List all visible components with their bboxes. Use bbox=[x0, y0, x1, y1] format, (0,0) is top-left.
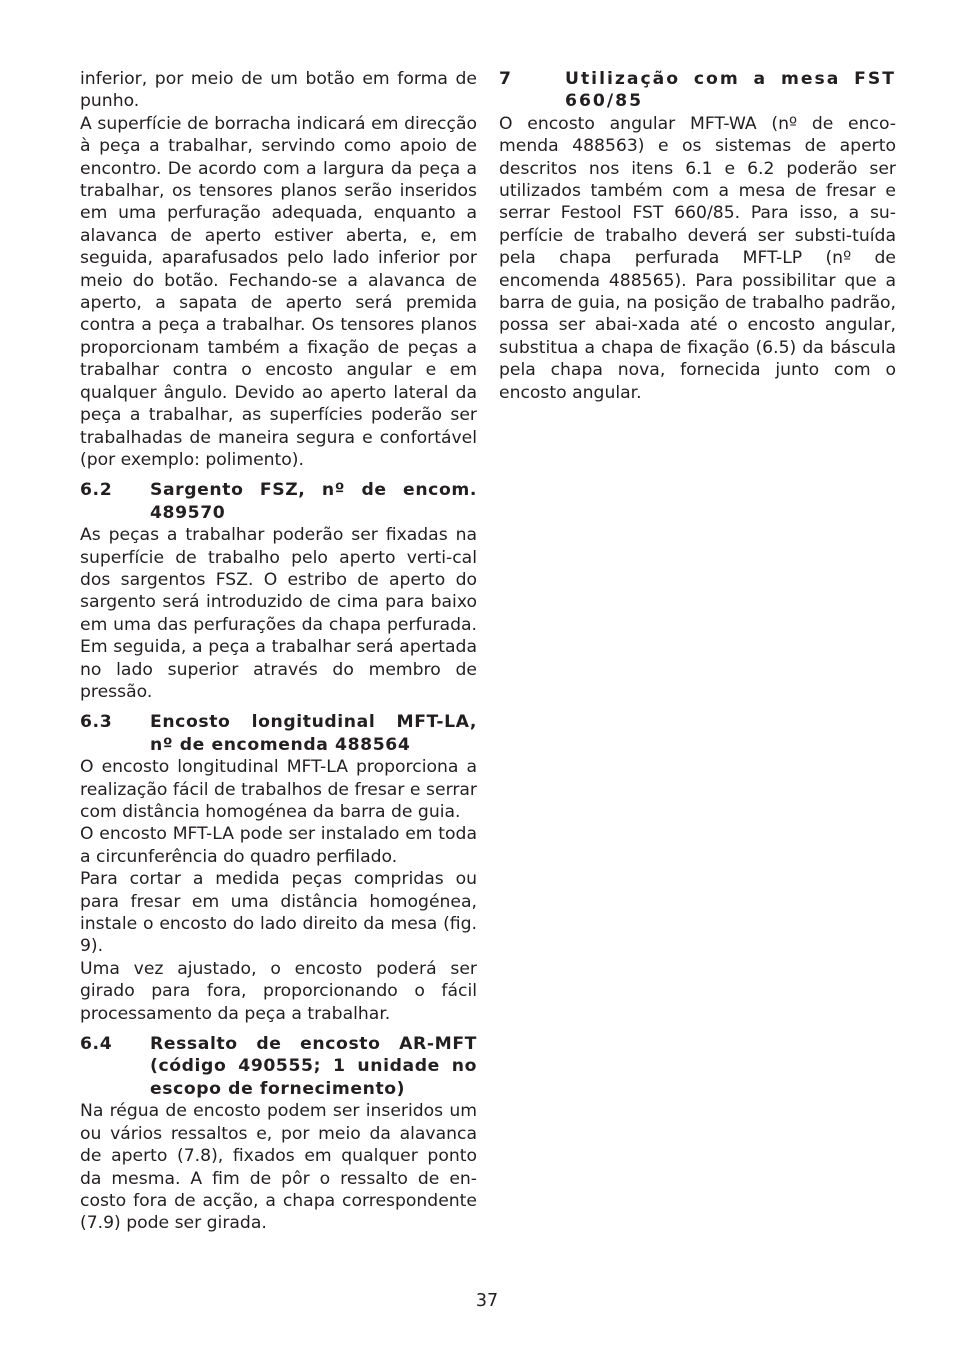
section-number: 6.4 bbox=[80, 1034, 113, 1055]
section-heading-6-2 bbox=[80, 479, 477, 524]
section-heading-6-4 bbox=[80, 1033, 477, 1100]
section-6-3-paragraph-2: O encosto MFT-LA pode ser instalado em toda a circunferência do quadro perfilado. bbox=[80, 824, 477, 867]
section-6-4-paragraph-1: Na régua de encosto podem ser inseridos um ou vários ressaltos e, por meio da alavanca de aperto (7.8), fixados em qualquer ponto da mesma. A fim de pôr o ressalto de en-costo fora de acção, a chapa correspondente (7.9) pode ser girada. bbox=[80, 1101, 477, 1234]
section-7-paragraph-1: O encosto angular MFT-WA (nº de enco-menda 488563) e os sistemas de aperto descritos nos itens 6.1 e 6.2 poderão ser utilizados também com a mesa de fresar e serrar Festool FST 660/85. Para isso, a su-perfície de trabalho deverá ser substi-tuída pela chapa perfurada MFT-LP (nº de encomenda 488565). Para possibilitar que a barra de guia, na posição de trabalho padrão, possa ser abai-xada até o encosto angular, substitua a chapa de fixação (6.5) da báscula pela chapa nova, fornecida junto com o encosto angular. bbox=[499, 113, 896, 403]
section-6-2-paragraph-1: As peças a trabalhar poderão ser fixadas na superfície de trabalho pelo aperto verti-cal dos sargentos FSZ. O estribo de aperto do sargento será introduzido de cima para baixo em uma das perfurações da chapa perfurada. Em seguida, a peça a trabalhar será apertada no lado superior através do membro de pressão. bbox=[80, 525, 477, 702]
section-heading-6-3 bbox=[80, 711, 477, 756]
section-number: 6.2 bbox=[80, 480, 113, 501]
right-column bbox=[499, 68, 896, 404]
page-number: 37 bbox=[475, 1291, 499, 1311]
section-title: Encosto longitudinal MFT-LA, nº de encomenda 488564 bbox=[150, 712, 477, 755]
section-6-3-paragraph-4: Uma vez ajustado, o encosto poderá ser girado para fora, proporcionando o fácil processamento da peça a trabalhar. bbox=[80, 958, 477, 1024]
intro-paragraph-1: inferior, por meio de um botão em forma de punho. bbox=[80, 69, 477, 112]
section-6-3-paragraph-3: Para cortar a medida peças compridas ou para fresar em uma distância homogénea, instale o encosto do lado direito da mesa (fig. 9). bbox=[80, 869, 477, 957]
intro-paragraph-2: A superfície de borracha indicará em direcção à peça a trabalhar, servindo como apoio de encontro. De acordo com a largura da peça a trabalhar, os tensores planos serão inseridos em uma perfuração adequada, enquanto a alavanca de aperto estiver aberta, e, em seguida, aparafusados pelo lado inferior por meio do botão. Fechando-se a alavanca de aperto, a sapata de aperto será premida contra a peça a trabalhar. Os tensores planos proporcionam também a fixação de peças a trabalhar contra o encosto angular e em qualquer ângulo. Devido ao aperto lateral da peça a trabalhar, as superfícies poderão ser trabalhadas de maneira segura e confortável (por exemplo: polimento). bbox=[80, 113, 477, 470]
section-heading-7 bbox=[499, 68, 896, 113]
left-column bbox=[80, 68, 477, 1235]
section-number: 6.3 bbox=[80, 712, 113, 733]
section-title: Ressalto de encosto AR-MFT (código 490555; 1 unidade no escopo de fornecimento) bbox=[150, 1034, 477, 1099]
section-number: 7 bbox=[499, 69, 512, 89]
section-title: Utilização com a mesa FST 660/85 bbox=[565, 69, 896, 112]
section-6-3-paragraph-1: O encosto longitudinal MFT-LA proporciona a realização fácil de trabalhos de fresar e serrar com distância homogénea da barra de guia. bbox=[80, 757, 477, 822]
section-title: Sargento FSZ, nº de encom. 489570 bbox=[150, 480, 477, 523]
